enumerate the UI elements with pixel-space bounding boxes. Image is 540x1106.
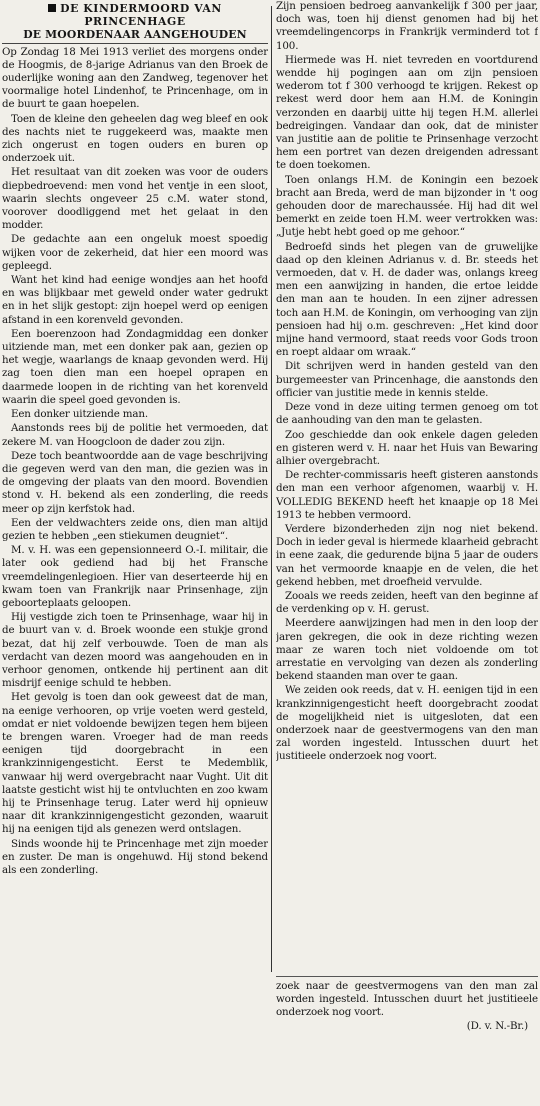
article-signature: (D. v. N.-Br.) [466, 1019, 528, 1032]
footer-block [276, 976, 538, 1033]
right-paragraph: Zooals we reeds zeiden, heeft van den beginne af de verdenking op v. H. gerust. [276, 589, 538, 616]
right-paragraph: We zeiden ook reeds, dat v. H. eenigen tijd in een krankzinnigengesticht heeft doorgebracht zoodat de mogelijkheid niet is uitgesloten, dat een onderzoek naar de geestvermogens van den man zal worden ingesteld. Intusschen duurt het justitieele onderzoek nog voort. [276, 684, 538, 763]
left-column [2, 0, 268, 1106]
right-paragraph: Meerdere aanwijzingen had men in den loop der jaren gekregen, die ook in deze richting wezen maar ze waren toch niet voldoende om tot arrestatie en vervolging van dezen als zonderling bekend staanden man over te gaan. [276, 617, 538, 683]
right-paragraph: Zijn pensioen bedroeg aanvankelijk f 300 per jaar, doch was, toen hij dienst genomen had bij het vreemdelingencorps in Frankrijk verminderd tot f 100. [276, 0, 538, 52]
right-paragraph: Verdere bizonderheden zijn nog niet bekend. Doch in ieder geval is hiermede klaarheid gebracht in eene zaak, die gedurende bijna 5 jaar de ouders van het vermoorde knaapje en de velen, die het gekend hebben, met droefheid vervulde. [276, 522, 538, 588]
left-paragraph: Een der veldwachters zeide ons, dien man altijd gezien te hebben „een stiekumen deugniet“. [2, 516, 268, 542]
left-paragraph: Sinds woonde hij te Princenhage met zijn moeder en zuster. De man is ongehuwd. Hij stond bekend als een zonderling. [2, 837, 268, 876]
left-body [2, 46, 268, 878]
right-column [276, 0, 538, 975]
left-paragraph: Het gevolg is toen dan ook geweest dat de man, na eenige verhooren, op vrije voeten werd gesteld, omdat er niet voldoende bewijzen tegen hem bijeen te brengen waren. Vroeger had de man reeds eenigen tijd doorgebracht in een krankzinnigengesticht. Eerst te Medemblik, vanwaar hij werd overgebracht naar Vught. Uit dit laatste gesticht wist hij te ontvluchten en zoo kwam hij te Prinsenhage terug. Later werd hij opnieuw naar dit krankzinnigengesticht gezonden, waaruit hij na eenigen tijd als genezen werd ontslagen. [2, 691, 268, 836]
footer-divider [276, 976, 538, 977]
right-paragraph: Hiermede was H. niet tevreden en voortdurend wendde hij pogingen aan om zijn pensioen wederom tot f 300 verhoogd te krijgen. Rekest op rekest werd door hem aan H.M. de Koningin verzonden en daarbij uitte hij tegen H.M. allerlei bedreigingen. Vandaar dan ook, dat de minister van justitie aan de politie te Prinsenhage verzocht hem een portret van dezen dreigenden adressant te doen toekomen. [276, 53, 538, 172]
left-paragraph: Aanstonds rees bij de politie het vermoeden, dat zekere M. van Hoogcloon de dader zou zijn. [2, 422, 268, 448]
headline-primary-text: DE KINDERMOORD VAN PRINCENHAGE [60, 2, 222, 29]
right-paragraph: De rechter-commissaris heeft gisteren aanstonds den man een verhoor afgenomen, waarbij v. H. VOLLEDIG BEKEND heeft het knaapje op 18 Mei 1913 te hebben vermoord. [276, 469, 538, 521]
right-paragraph: Dit schrijven werd in handen gesteld van den burgemeester van Princenhage, die aanstonds den officier van justitie mede in kennis stelde. [276, 360, 538, 399]
left-paragraph: Op Zondag 18 Mei 1913 verliet des morgens onder de Hoogmis, de 8-jarige Adrianus van den Broek de ouderlijke woning aan den Zandweg, tegenover het voormalige hotel Lindenhof, te Princenhage, om in de buurt te gaan hoepelen. [2, 45, 268, 111]
left-paragraph: Hij vestigde zich toen te Prinsenhage, waar hij in de buurt van v. d. Broek woonde een stukje grond bezat, dat hij zelf verbouwde. Toen de man als verdacht van dezen moord was aangehouden en in verhoor genomen, ontkende hij pertinent aan dit misdrijf eenige schuld te hebben. [2, 611, 268, 690]
right-paragraph: Bedroefd sinds het plegen van de gruwelijke daad op den kleinen Adrianus v. d. Br. steeds het vermoeden, dat v. H. de dader was, onlangs kreeg men een aanwijzing in handen, die ertoe leidde den man aan te houden. In een zijner adressen toch aan H.M. de Koningin, om verhooging van zijn pensioen had hij o.m. geschreven: „Het kind door mijne hand vermoord, staat reeds voor Gods troon en roept aldaar om wraak.“ [276, 240, 538, 359]
footer-paragraph: zoek naar de geestvermogens van den man zal worden ingesteld. Intusschen duurt het justitieele onderzoek nog voort. [276, 980, 538, 1019]
left-paragraph: Een donker uitziende man. [11, 408, 148, 421]
left-paragraph: Toen de kleine den geheelen dag weg bleef en ook des nachts niet te ruggekeerd was, maakte men zich ongerust en togen ouders en buren op onderzoek uit. [2, 112, 268, 165]
left-paragraph: M. v. H. was een gepensionneerd O.-I. militair, die later ook gediend had bij het Fransche vreemdelingenlegioen. Hier van deserteerde hij en kwam toen van Frankrijk naar Prinsenhage, zijn geboorteplaats geloopen. [2, 544, 268, 609]
column-divider [271, 6, 272, 972]
left-paragraph: Een boerenzoon had Zondagmiddag een donker uitziende man, met een donker pak aan, gezien op het wegje, waarlangs de knaap gevonden werd. Hij zag toen dien man een hoepel oprapen en daarmede loopen in de richting van het korenveld waarin die speel goed gevonden is. [2, 327, 268, 406]
left-paragraph: Want het kind had eenige wondjes aan het hoofd en was blijkbaar met geweld onder water gedrukt en in het slijk gestopt: zijn hoepel werd op eenigen afstand in een korenveld gevonden. [2, 274, 268, 326]
left-paragraph: Deze toch beantwoordde aan de vage beschrijving die gegeven werd van den man, die gezien was in de omgeving der plaats van den moord. Bovendien stond v. H. bekend als een zonderling, die reeds meer op zijn kerfstok had. [2, 449, 268, 515]
right-paragraph: Toen onlangs H.M. de Koningin een bezoek bracht aan Breda, werd de man bijzonder in 't oog gehouden door de marechaussée. Hij had dit wel bemerkt en zeide toen H.M. weer vertrokken was: „Jutje hebt hebt goed op me gehoor.“ [276, 173, 538, 239]
headline-primary [2, 2, 268, 28]
headline-secondary: DE MOORDENAAR AANGEHOUDEN [2, 28, 268, 43]
left-paragraph: Het resultaat van dit zoeken was voor de ouders diepbedroevend: men vond het ventje in een sloot, waarin slechts ongeveer 25 c.M. water stond, voorover doodliggend met het gelaat in den modder. [2, 166, 268, 232]
right-body [276, 0, 538, 764]
bullet-square-icon [48, 4, 56, 12]
right-paragraph: Deze vond in deze uiting termen genoeg om tot de aanhouding van den man te gelasten. [276, 401, 538, 427]
left-paragraph: De gedachte aan een ongeluk moest spoedig wijken voor de zekerheid, dat hier een moord was gepleegd. [2, 233, 268, 272]
right-paragraph: Zoo geschiedde dan ook enkele dagen geleden en gisteren werd v. H. naar het Huis van Bewaring alhier overgebracht. [276, 428, 538, 467]
